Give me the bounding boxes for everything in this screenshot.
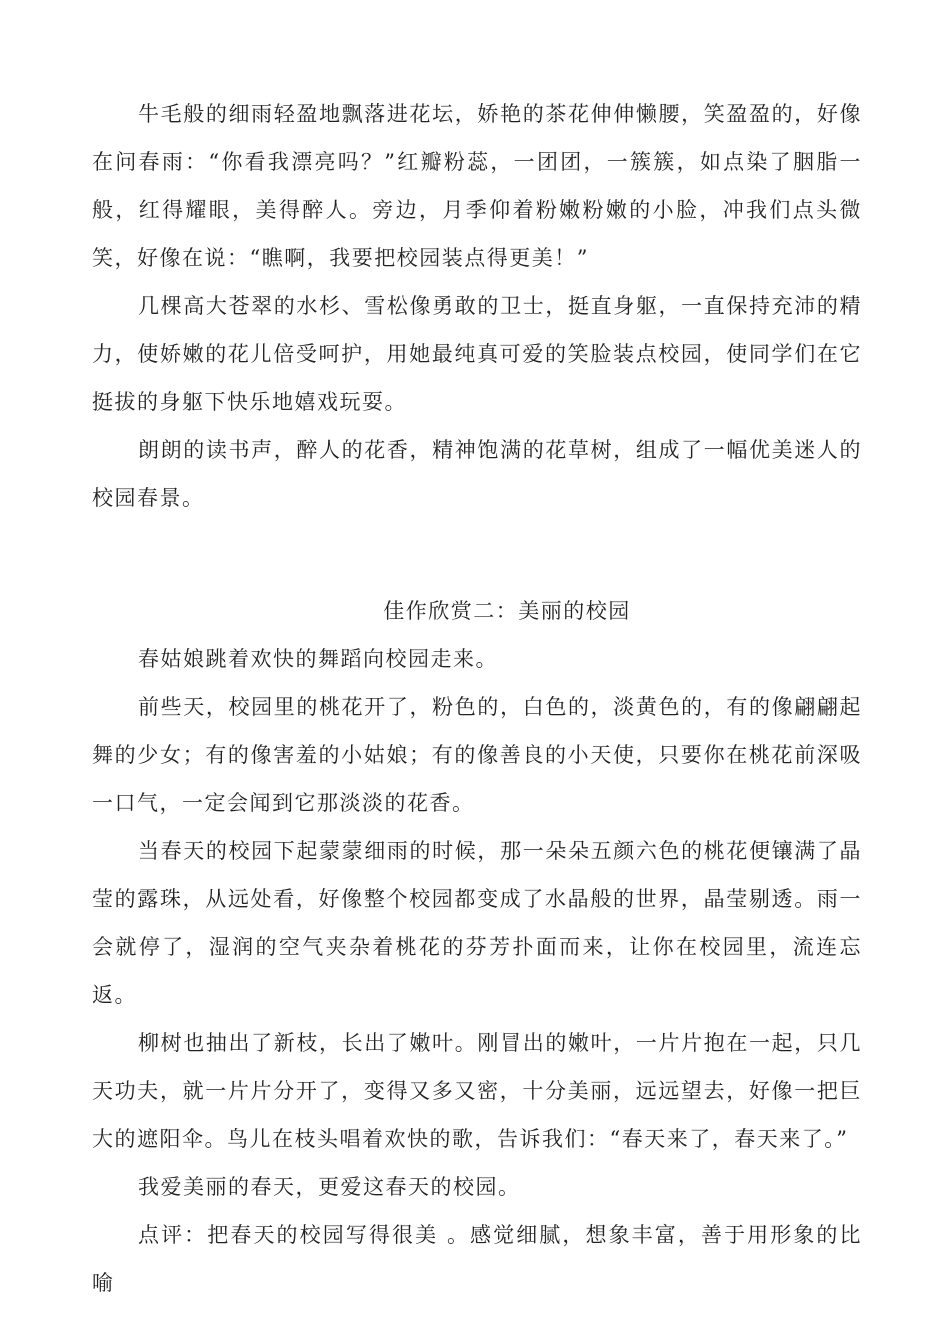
paragraph-willow: 柳树也抽出了新枝，长出了嫩叶。刚冒出的嫩叶，一片片抱在一起，只几天功夫，就一片片分开了，变得又多又密，十分美丽，远远望去，好像一把巨大的遮阳伞。鸟儿在枝头唱着欢快的歌，告诉我们：“春天来了，春天来了。” bbox=[92, 1031, 862, 1151]
essay-section-one bbox=[92, 90, 862, 522]
paragraph-trees: 几棵高大苍翠的水杉、雪松像勇敢的卫士，挺直身躯，一直保持充沛的精力，使娇嫩的花儿倍受呵护，用她最纯真可爱的笑脸装点校园，使同学们在它挺拔的身躯下快乐地嬉戏玩耍。 bbox=[92, 294, 862, 414]
paragraph-spring-scene: 朗朗的读书声，醉人的花香，精神饱满的花草树，组成了一幅优美迷人的校园春景。 bbox=[92, 438, 862, 510]
paragraph-peach-blossoms: 前些天，校园里的桃花开了，粉色的，白色的，淡黄色的，有的像翩翩起舞的少女；有的像害羞的小姑娘；有的像善良的小天使，只要你在桃花前深吸一口气，一定会闻到它那淡淡的花香。 bbox=[92, 695, 862, 815]
paragraph-comment: 点评：把春天的校园写得很美 。感觉细腻，想象丰富，善于用形象的比喻 bbox=[92, 1223, 862, 1295]
paragraph-intro: 春姑娘跳着欢快的舞蹈向校园走来。 bbox=[138, 647, 498, 671]
paragraph-camellia: 牛毛般的细雨轻盈地飘落进花坛，娇艳的茶花伸伸懒腰，笑盈盈的，好像在问春雨：“你看我漂亮吗？”红瓣粉蕊，一团团，一簇簇，如点染了胭脂一般，红得耀眼，美得醉人。旁边，月季仰着粉嫩粉嫩的小脸，冲我们点头微笑，好像在说：“瞧啊，我要把校园装点得更美！” bbox=[92, 102, 862, 270]
essay-section-two bbox=[92, 587, 862, 1307]
paragraph-spring-rain: 当春天的校园下起蒙蒙细雨的时候，那一朵朵五颜六色的桃花便镶满了晶莹的露珠，从远处看，好像整个校园都变成了水晶般的世界，晶莹剔透。雨一会就停了，湿润的空气夹杂着桃花的芬芳扑面而来，让你在校园里，流连忘返。 bbox=[92, 839, 862, 1007]
paragraph-love-campus: 我爱美丽的春天，更爱这春天的校园。 bbox=[138, 1175, 521, 1199]
essay-title: 佳作欣赏二：美丽的校园 bbox=[383, 599, 631, 623]
